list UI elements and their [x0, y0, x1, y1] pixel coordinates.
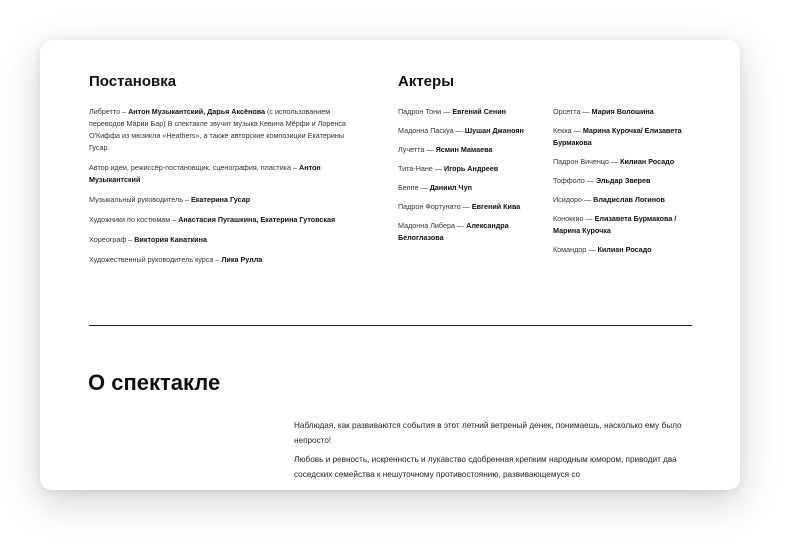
cast-column-1: [398, 106, 543, 251]
section-divider: [89, 325, 692, 326]
cast-actor: Ясмин Мамаева: [435, 145, 493, 154]
cast-item: [553, 106, 698, 118]
credit-person: Анастасия Пугашкина, Екатерина Гутовская: [178, 215, 336, 224]
cast-item: [398, 220, 543, 244]
cast-actor: Килиан Росадо: [620, 157, 675, 166]
about-paragraph: Наблюдая, как развиваются события в этот летний ветреный денек, понимаешь, насколько ему было непросто!: [294, 421, 682, 445]
credit-role: Художественный руководитель курса –: [89, 255, 222, 264]
production-credits: [89, 106, 349, 274]
cast-actor: Александра Белоглазова: [398, 221, 509, 242]
about-paragraph: Любовь и ревность, искренность и лукавство сдобренная крепким народным юмором, приводит два соседских семейства к нешуточному противостоянию, развивающемуся со: [294, 455, 677, 479]
cast-actor: Шушан Джаноян: [464, 126, 524, 135]
cast-role: Мадонна Либера —: [398, 221, 467, 230]
cast-column-2: [553, 106, 698, 263]
cast-actor: Владислав Логинов: [593, 195, 665, 204]
cast-role: Беппе —: [398, 183, 430, 192]
cast-role: Коноккио —: [553, 214, 595, 223]
credit-note: (с использованием переводов Марии Бар) В спектакле звучит музыка Кевина Мёрфи и Лоренса О'Киффа из мюзикла «Heathers», а также авторские композиции Екатерины Гусар.: [89, 107, 346, 152]
about-title: О спектакле: [88, 370, 221, 395]
cast-actor: Елизавета Бурмакова /Марина Курочка: [553, 214, 677, 235]
credit-role: Хореограф –: [89, 235, 135, 244]
cast-item: [398, 201, 543, 213]
credit-item: [89, 106, 349, 154]
cast-role: Тита-Нане —: [398, 164, 445, 173]
cast-role: Падрон Тони —: [398, 107, 453, 116]
cast-item: [553, 244, 698, 256]
credit-person: Екатерина Гусар: [190, 195, 251, 204]
credit-person: Антон Музыкантский, Дарья Аксёнова: [128, 107, 266, 116]
cast-item: [398, 163, 543, 175]
cast-actor: Даниил Чуп: [429, 183, 472, 192]
cast-role: Орсетта —: [553, 107, 592, 116]
credit-item: [89, 214, 349, 226]
credit-item: [89, 194, 349, 206]
cast-item: [398, 106, 543, 118]
cast-item: [398, 182, 543, 194]
cast-item: [553, 213, 698, 237]
credit-person: Лика Рулла: [221, 255, 263, 264]
credit-item: [89, 234, 349, 246]
cast-actor: Евгений Сенин: [452, 107, 506, 116]
cast-role: Кекка —: [553, 126, 583, 135]
cast-role: Исидоро —: [553, 195, 594, 204]
credit-item: [89, 162, 349, 186]
cast-role: Падрон Фортунато —: [398, 202, 472, 211]
credit-person: Антон Музыкантский: [89, 163, 321, 184]
cast-role: Тоффоло —: [553, 176, 596, 185]
cast-actor: Мария Волошина: [591, 107, 654, 116]
credit-role: Либретто –: [89, 107, 129, 116]
cast-role: Падрон Виченцо —: [553, 157, 621, 166]
cast-item: [553, 156, 698, 168]
cast-actor: Марина Курочка/ Елизавета Бурмакова: [553, 126, 682, 147]
credit-role: Автор идеи, режиссёр-постановщик, сценография, пластика –: [89, 163, 300, 172]
cast-actor: Игорь Андреев: [444, 164, 499, 173]
credit-item: [89, 254, 349, 266]
content-card: [40, 40, 740, 490]
credit-person: Виктория Канаткина: [134, 235, 207, 244]
cast-actor: Килиан Росадо: [597, 245, 652, 254]
credit-role: Художники по костюмам –: [89, 215, 179, 224]
cast-role: Мадонна Паскуа —: [398, 126, 465, 135]
credit-role: Музыкальный руководитель –: [89, 195, 191, 204]
cast-item: [398, 144, 543, 156]
cast-role: Лучетта —: [398, 145, 436, 154]
cast-item: [553, 194, 698, 206]
about-text: [294, 418, 694, 486]
cast-actor: Эльдар Зверев: [595, 176, 651, 185]
cast-item: [398, 125, 543, 137]
cast-actor: Евгений Кива: [471, 202, 521, 211]
cast-role: Командор —: [553, 245, 598, 254]
cast-item: [553, 175, 698, 187]
cast-title: Актеры: [398, 73, 455, 90]
production-title: Постановка: [89, 73, 177, 90]
cast-item: [553, 125, 698, 149]
